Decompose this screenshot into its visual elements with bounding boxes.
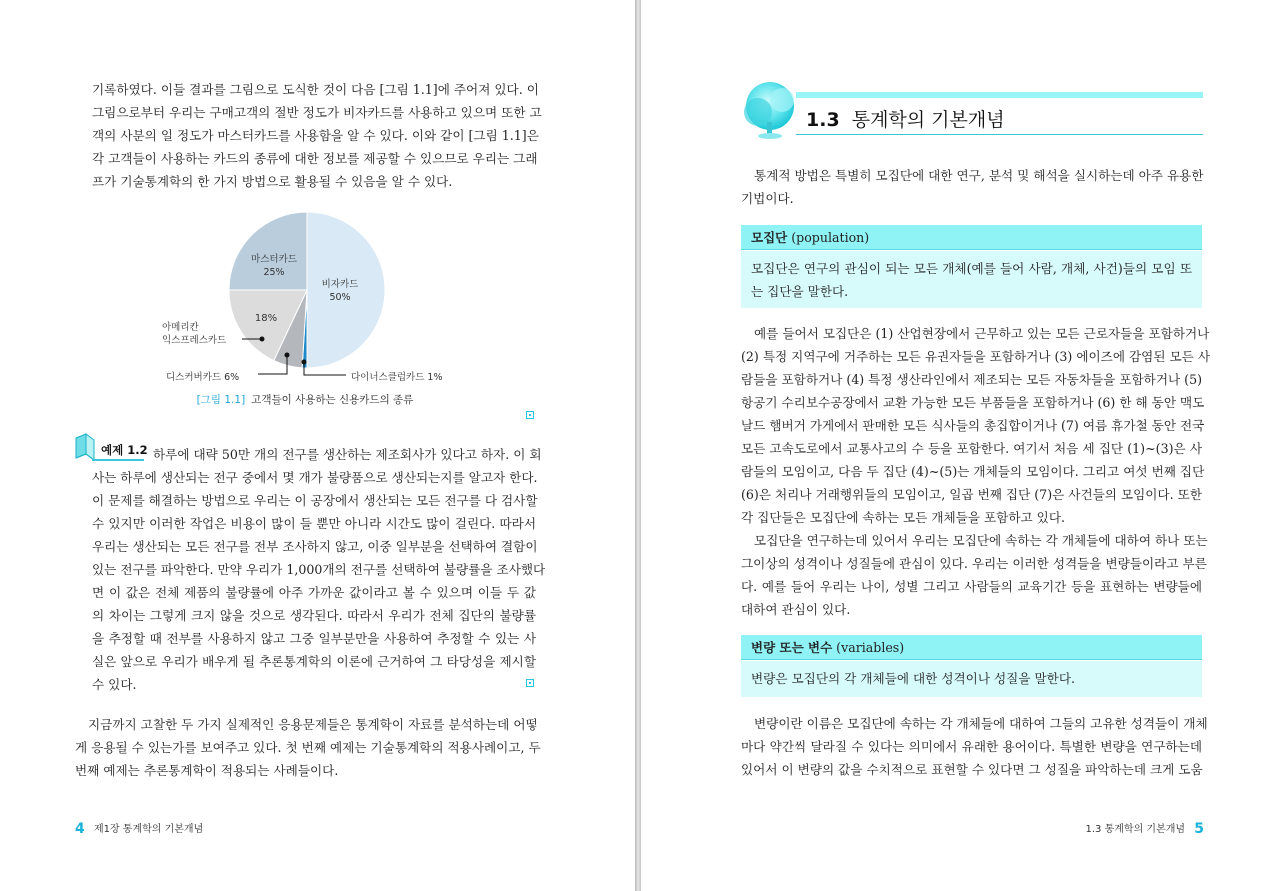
visa-value: 50% [329, 292, 351, 303]
text-line: 수 있지만 이러한 작업은 비용이 많이 들 뿐만 아니라 시간도 많이 걸린다. 따라서 [92, 516, 536, 531]
text-line: 사는 하루에 생산되는 전구 중에서 몇 개가 불량품으로 생산되는지를 알고자 한다. [92, 470, 538, 485]
definition-variables-body [741, 661, 1202, 697]
definition-term: 모집단 [751, 230, 788, 245]
text-line: 모집단을 연구하는데 있어서 우리는 모집단에 속하는 각 개체들에 대하여 하나 또는 [754, 533, 1208, 548]
section-title: 통계학의 기본개념 [851, 109, 1005, 131]
text-line: 람들을 포함하거나 (4) 특정 생산라인에서 제조되는 모든 자동차들을 포함하거나 (5) [741, 372, 1203, 387]
text-line: 객의 사분의 일 정도가 마스터카드를 사용함을 알 수 있다. 이와 같이 [그림 1.1]은 [92, 128, 539, 143]
discover-label: 디스커버카드 6% [166, 372, 240, 383]
text-line: 그이상의 성격이나 성질들에 관심이 있다. 우리는 이러한 성격들을 변량들이라고 부른 [741, 556, 1207, 571]
text-line: 수 있다. [92, 677, 137, 692]
master-label: 마스터카드 [251, 254, 297, 265]
figure-caption [0, 392, 610, 407]
text-line: 하루에 대략 50만 개의 전구를 생산하는 제조회사가 있다고 하자. 이 회 [153, 447, 542, 462]
master-value: 25% [263, 267, 285, 278]
definition-text [751, 667, 1192, 690]
section-header-rule [796, 134, 1203, 135]
figure-caption-text: 고객들이 사용하는 신용카드의 종류 [251, 394, 414, 406]
master-slice [229, 212, 307, 290]
right-body-paragraph [741, 322, 1211, 529]
text-line: 대하여 관심이 있다. [741, 602, 851, 617]
example-label: 예제 1.2 [101, 443, 148, 457]
left-footer [75, 820, 203, 837]
text-line: 람들의 모임이고, 다음 두 집단 (4)~(5)는 개체들의 모임이다. 그리고 여섯 번째 집단 [741, 464, 1205, 479]
text-line: 면 이 값은 전체 제품의 불량률에 아주 가까운 값이라고 볼 수 있으며 이들 두 값 [92, 585, 536, 600]
definition-term-en: (population) [791, 230, 870, 245]
page-number: 4 [75, 821, 85, 837]
text-line: 이 문제를 해결하는 방법으로 우리는 이 공장에서 생산되는 모든 전구를 다 검사할 [92, 493, 538, 508]
text-line: 프가 기술통계학의 한 가지 방법으로 활용될 수 있음을 알 수 있다. [92, 174, 453, 189]
visa-label: 비자카드 [321, 279, 359, 290]
section-footer-title: 1.3 통계학의 기본개념 [1085, 824, 1186, 835]
end-mark-icon [526, 679, 534, 687]
end-mark-icon [526, 411, 534, 419]
text-line: 예를 들어서 모집단은 (1) 산업현장에서 근무하고 있는 모든 근로자들을 포함하거나 [754, 326, 1210, 341]
definition-population-body [741, 251, 1202, 308]
diners-label: 다이너스클럽카드 1% [351, 372, 443, 383]
text-line: 실은 앞으로 우리가 배우게 될 추론통계학의 이론에 근거하여 그 타당성을 제시할 [92, 654, 536, 669]
text-line: 있는 전구를 파악한다. 만약 우리가 1,000개의 전구를 선택하여 불량률을 조사했다 [92, 562, 546, 577]
section-header-bar [796, 92, 1203, 98]
definition-population-heading [741, 225, 1202, 250]
text-line: 번째 예제는 추론통계학이 적용되는 사례들이다. [75, 763, 339, 778]
text-line: 항공기 수리보수공장에서 교환 가능한 모든 부품들을 포함하거나 (6) 한 해 동안 맥도 [741, 395, 1205, 410]
left-intro-paragraph [92, 78, 542, 193]
right-final-paragraph [741, 712, 1208, 781]
tree-icon [740, 78, 806, 140]
text-line: 의 차이는 그렇게 크지 않을 것으로 생각된다. 따라서 우리가 전체 집단의 불량률 [92, 608, 536, 623]
right-body2-paragraph [741, 529, 1208, 621]
text-line: 는 집단을 말한다. [751, 284, 849, 299]
visa-slice [307, 212, 385, 368]
text-line: 변량은 모집단의 각 개체들에 대한 성격이나 성질을 말한다. [751, 671, 1075, 686]
right-footer [1086, 820, 1204, 837]
right-intro-paragraph [741, 164, 1202, 210]
section-number: 1.3 [806, 109, 840, 131]
definition-text [751, 257, 1192, 303]
amex-label-2: 익스프레스카드 [162, 335, 227, 346]
text-line: 기록하였다. 이들 결과를 그림으로 도식한 것이 다음 [그림 1.1]에 주어져 있다. 이 [92, 82, 539, 97]
text-line: 있어서 이 변량의 값을 수치적으로 표현할 수 있다면 그 성질을 파악하는데 크게 도움 [741, 762, 1203, 777]
text-line: 다. 예를 들어 우리는 나이, 성별 그리고 사람들의 교육기간 등을 표현하는 변량들에 [741, 579, 1202, 594]
section-heading [806, 105, 1005, 132]
text-line: 마다 약간씩 달라질 수 있다는 의미에서 유래한 용어이다. 특별한 변량을 연구하는데 [741, 739, 1202, 754]
chapter-title: 제1장 통계학의 기본개념 [93, 824, 204, 835]
text-line: (2) 특정 지역구에 거주하는 모든 유권자들을 포함하거나 (3) 에이즈에 감염된 모든 사 [741, 349, 1211, 364]
text-line: (6)은 처리나 거래행위들의 모임이고, 일곱 번째 집단 (7)은 사건들의 모임이다. 또한 [741, 487, 1202, 502]
figure-number: [그림 1.1] [196, 394, 246, 406]
text-line: 모집단은 연구의 관심이 되는 모든 개체(예를 들어 사람, 개체, 사건)들의 모임 또 [751, 261, 1192, 276]
text-line: 각 고객들이 사용하는 카드의 종류에 대한 정보를 제공할 수 있으므로 우리는 그래 [92, 151, 538, 166]
example-paragraph [92, 443, 546, 696]
text-line: 모든 고속도로에서 교통사고의 수 등을 포함한다. 여기서 처음 세 집단 (1)~(3)은 사 [741, 441, 1202, 456]
text-line: 을 추정할 때 전부를 사용하지 않고 그중 일부분만을 사용하여 추정할 수 있는 사 [92, 631, 536, 646]
text-line: 변량이란 이름은 모집단에 속하는 각 개체들에 대하여 그들의 고유한 성격들이 개체 [754, 716, 1208, 731]
text-line: 기법이다. [741, 191, 794, 206]
text-line: 그림으로부터 우리는 구매고객의 절반 정도가 비자카드를 사용하고 있으며 또한 고 [92, 105, 542, 120]
text-line: 각 집단들은 모집단에 속하는 모든 개체들을 포함하고 있다. [741, 510, 1065, 525]
credit-card-pie-chart [150, 205, 470, 390]
text-line: 날드 햄버거 가게에서 판매한 모든 식사들의 총집합이거나 (7) 여름 휴가철 동안 전국 [741, 418, 1205, 433]
text-line: 우리는 생산되는 모든 전구를 전부 조사하지 않고, 이중 일부분을 선택하여 결함이 [92, 539, 538, 554]
text-line: 게 응용될 수 있는가를 보여주고 있다. 첫 번째 예제는 기술통계학의 적용사례이고, 두 [75, 740, 541, 755]
page-number: 5 [1194, 821, 1204, 837]
left-closing-paragraph [75, 713, 541, 782]
definition-term: 변량 또는 변수 [751, 640, 833, 655]
amex-label: 아메리칸 [162, 322, 199, 333]
definition-term-en: (variables) [836, 640, 905, 655]
text-line: 지금까지 고찰한 두 가지 실제적인 응용문제들은 통계학이 자료를 분석하는데 어떻 [88, 717, 538, 732]
text-line: 통계적 방법은 특별히 모집단에 대한 연구, 분석 및 해석을 실시하는데 아주 유용한 [754, 168, 1204, 183]
definition-variables-heading [741, 635, 1202, 660]
amex-value: 18% [254, 313, 278, 324]
